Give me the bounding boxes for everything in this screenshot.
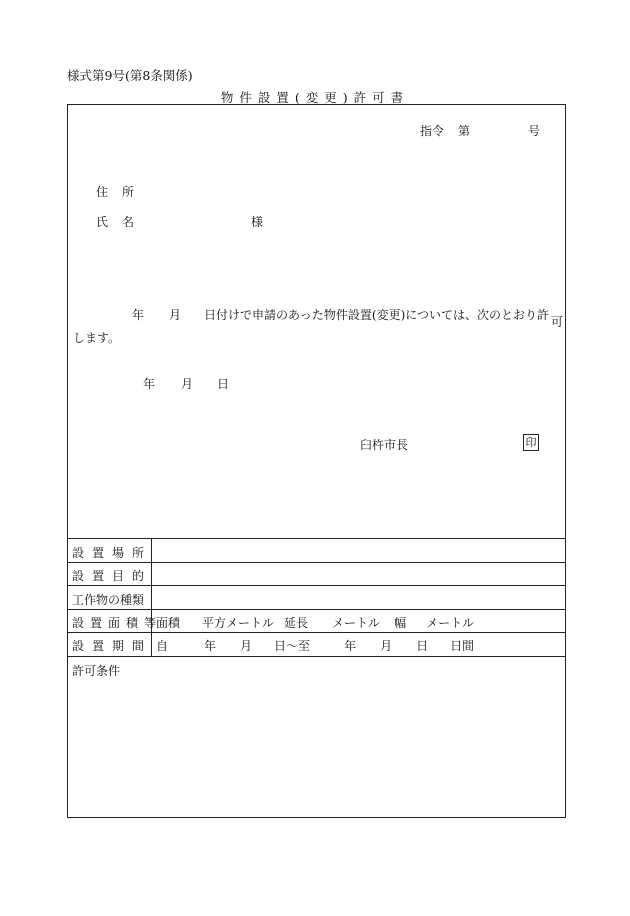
area-haba: 幅 [394,616,407,630]
row-label-area: 設置面積等 [72,616,163,630]
period-kan: 日間 [450,639,475,653]
order-go: 号 [528,124,541,138]
area-encho: 延長 [284,616,309,630]
order-label: 指令 [420,124,445,138]
body-sentence [132,306,549,323]
body-tail: 可 [551,315,564,329]
conditions-label: 許可条件 [72,664,121,678]
order-dai: 第 [458,124,471,138]
body-month: 月 [169,308,182,322]
row-value-period [156,637,474,654]
area-meter1: メートル [332,616,381,630]
document-title: 物件設置(変更)許可書 [220,90,410,105]
period-y1: 年 [204,639,217,653]
row-label-location: 設置場所 [72,546,153,560]
form-number: 様式第9号(第8条関係) [67,68,193,83]
issue-year: 年 [143,377,156,391]
period-ji: 自 [156,639,169,653]
period-d1: 日～至 [274,639,311,653]
table-divider [67,538,566,539]
area-menseki: 面積 [156,616,181,630]
order-number [420,122,540,139]
issue-date [143,375,229,392]
row-label-purpose: 設置目的 [72,569,153,583]
row-label-period: 設置期間 [72,639,153,653]
body-line2: します。 [73,331,121,345]
issue-day: 日 [217,377,230,391]
form-frame [67,104,566,818]
area-meter2: メートル [426,616,475,630]
honorific: 様 [251,215,264,229]
name-label: 氏名 [96,215,149,229]
period-d2: 日 [416,639,429,653]
row-value-area [156,614,474,631]
period-y2: 年 [344,639,357,653]
table-divider [67,609,566,610]
period-m2: 月 [380,639,393,653]
body-text: 日付けで申請のあった物件設置(変更)については、次のとおり許 [204,308,550,322]
table-divider [67,562,566,563]
issue-month: 月 [181,377,194,391]
address-label: 住所 [96,185,149,199]
table-divider [67,585,566,586]
table-divider [67,656,566,657]
seal-mark: 印 [523,434,539,451]
row-label-structure-type: 工作物の種類 [72,593,145,607]
period-m1: 月 [240,639,253,653]
area-heiho: 平方メートル [202,616,275,630]
table-divider [67,632,566,633]
body-year: 年 [132,308,145,322]
issuer: 臼杵市長 [360,438,409,452]
